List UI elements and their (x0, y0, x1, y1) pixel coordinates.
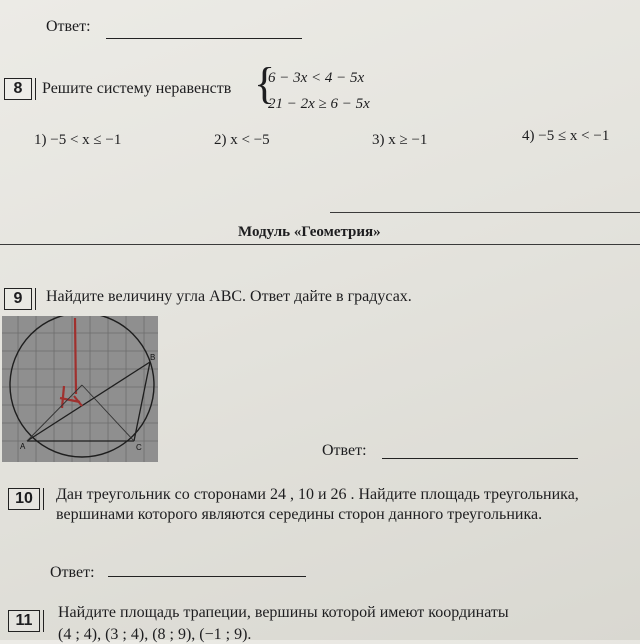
divider-bottom (0, 244, 640, 245)
answer-label-9: Ответ: (322, 442, 367, 459)
option-2[interactable]: 2) x < −5 (214, 132, 270, 148)
option-4[interactable]: 4) −5 ≤ x < −1 (522, 128, 610, 144)
task10-line2: вершинами которого являются середины сторон данного треугольника. (56, 506, 543, 523)
label-C: C (136, 443, 142, 452)
task11-line1: Найдите площадь трапеции, вершины которой имеют координаты (58, 604, 509, 621)
answer-label-top: Ответ: (46, 18, 91, 35)
task10-line1: Дан треугольник со сторонами 24 , 10 и 26 . Найдите площадь треугольника, (56, 486, 579, 503)
task-number-10: 10 (8, 488, 40, 510)
inequality-1: 6 − 3x < 4 − 5x (268, 70, 365, 86)
circle-grid-figure (2, 316, 158, 462)
answer-line-10[interactable] (108, 576, 306, 577)
label-B: B (150, 353, 156, 362)
option-1[interactable]: 1) −5 < x ≤ −1 (34, 132, 122, 148)
divider-top (330, 212, 640, 213)
answer-line-top[interactable] (106, 38, 302, 39)
label-A: A (20, 442, 26, 451)
system-brace: { (254, 59, 276, 108)
task9-prompt: Найдите величину угла ABC. Ответ дайте в градусах. (46, 288, 412, 305)
task-number-8: 8 (4, 78, 32, 100)
answer-label-10: Ответ: (50, 564, 95, 581)
option-3[interactable]: 3) x ≥ −1 (372, 132, 428, 148)
module-title: Модуль «Геометрия» (238, 224, 381, 240)
answer-line-9[interactable] (382, 458, 578, 459)
task-number-9: 9 (4, 288, 32, 310)
task-number-11: 11 (8, 610, 40, 632)
task11-line2: (4 ; 4), (3 ; 4), (8 ; 9), (−1 ; 9). (58, 626, 252, 643)
inequality-2: 21 − 2x ≥ 6 − 5x (268, 96, 370, 112)
task8-prompt: Решите систему неравенств (42, 80, 232, 97)
